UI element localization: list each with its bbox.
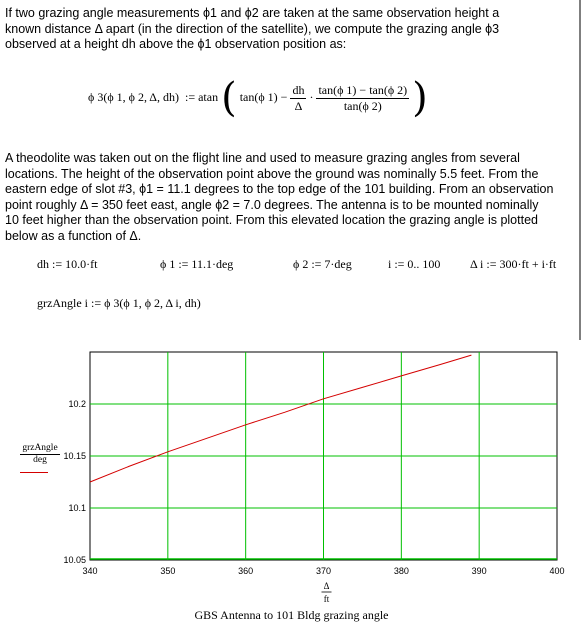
times-dot: · — [309, 89, 314, 104]
def-delta-i[interactable]: Δ i := 300·ft + i·ft — [470, 257, 557, 271]
plot-region[interactable] — [0, 340, 583, 623]
formula-assign: := atan — [185, 89, 219, 104]
x-axis-unit-numerator: Δ — [323, 581, 330, 591]
def-range-i[interactable]: i := 0.. 100 — [388, 257, 441, 271]
x-tick-label: 350 — [160, 566, 176, 576]
tan-fraction — [316, 83, 409, 114]
def-dh[interactable]: dh := 10.0·ft — [37, 257, 98, 271]
formula-tan1: tan(ϕ 1) − — [239, 89, 288, 104]
y-tick-label: 10.2 — [68, 399, 86, 409]
plot-legend — [20, 443, 60, 473]
y-tick-label: 10.1 — [68, 503, 86, 513]
tan-fraction-denominator: tan(ϕ 2) — [343, 98, 382, 113]
right-paren-icon: ) — [412, 75, 428, 121]
dh-numerator: dh — [292, 82, 305, 97]
plot-caption: GBS Antenna to 101 Bldg grazing angle — [194, 608, 389, 622]
x-tick-label: 360 — [238, 566, 254, 576]
phi3-formula[interactable] — [88, 75, 428, 121]
measurement-paragraph: A theodolite was taken out on the flight line and used to measure grazing angles from several locations. The height of the observation point above the ground was nominally 5.5 feet. From the eastern edge of slot #3, ϕ1 = 11.1 degrees to the top edge of the 101 building. From an observation point roughly Δ = 350 feet east, angle ϕ2 = 7.0 degrees. The antenna is to be mounted nominally 10 feet higher than the observation point. From this elevated location the grazing angle is plotted below as a function of Δ. — [5, 151, 554, 243]
page-boundary-line — [579, 0, 581, 340]
y-tick-label: 10.15 — [63, 451, 86, 461]
x-tick-label: 400 — [549, 566, 565, 576]
x-tick-label: 340 — [82, 566, 98, 576]
intro-paragraph: If two grazing angle measurements ϕ1 and ϕ2 are taken at the same observation height a known distance Δ apart (in the direction of the satellite), we compute the grazing angle ϕ3 observed at a height dh above the ϕ1 observation position as: — [5, 6, 500, 51]
x-tick-label: 370 — [315, 566, 332, 576]
def-phi2[interactable]: ϕ 2 := 7·deg — [293, 257, 352, 271]
legend-denominator: deg — [33, 455, 47, 465]
def-grz-angle[interactable]: grzAngle i := ϕ 3(ϕ 1, ϕ 2, Δ i, dh) — [37, 296, 201, 310]
grazing-angle-plot[interactable] — [0, 340, 583, 623]
dh-over-delta — [290, 83, 306, 114]
formula-lhs: ϕ 3(ϕ 1, ϕ 2, Δ, dh) — [88, 89, 179, 104]
def-phi1[interactable]: ϕ 1 := 11.1·deg — [160, 257, 234, 271]
tan-fraction-numerator: tan(ϕ 1) − tan(ϕ 2) — [318, 82, 408, 97]
x-axis-unit-denominator: ft — [323, 594, 330, 604]
y-tick-label: 10.05 — [63, 555, 86, 565]
x-tick-label: 380 — [393, 566, 409, 576]
legend-line-swatch — [20, 472, 48, 473]
delta-denominator: Δ — [294, 98, 303, 113]
legend-numerator: grzAngle — [20, 443, 60, 455]
left-paren-icon: ( — [221, 75, 237, 121]
x-tick-label: 390 — [471, 566, 487, 576]
